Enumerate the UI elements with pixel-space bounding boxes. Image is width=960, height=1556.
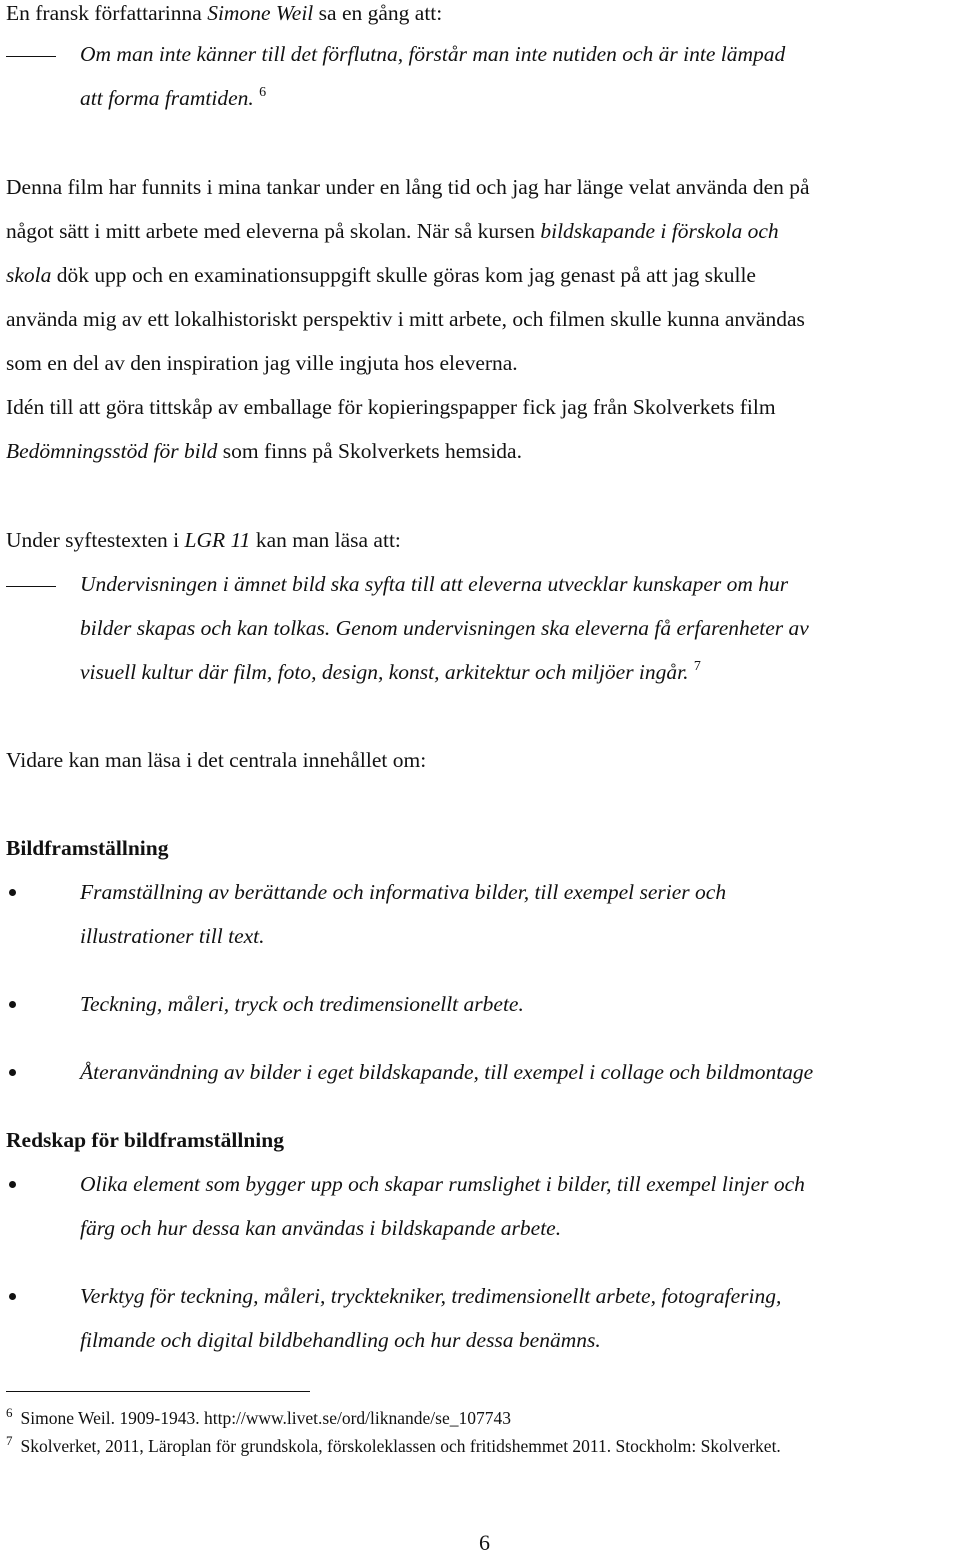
footnote-6: $^6$ Simone Weil. 1909-1943. http://www.livet.se/ord/liknande/se_107743 xyxy=(6,1405,511,1428)
section-heading-redskap: Redskap för bildframställning xyxy=(6,1128,284,1152)
section1-item2: Teckning, måleri, tryck och tredimensionellt arbete. xyxy=(80,992,524,1016)
para1-line7: Bedömningsstöd för bild som finns på Skolverkets hemsida. xyxy=(6,439,522,463)
quote-dash xyxy=(6,586,56,587)
para1-line3: skola dök upp och en examinationsuppgift skulle göras kom jag genast på att jag skulle xyxy=(6,263,756,287)
intro-text-end: sa en gång att: xyxy=(313,1,443,25)
bullet-icon xyxy=(9,1181,16,1188)
author-name: Simone Weil xyxy=(207,1,314,25)
film-title: Bedömningsstöd för bild xyxy=(6,439,218,463)
para1-line1: Denna film har funnits i mina tankar under en lång tid och jag har länge velat använda den på xyxy=(6,175,810,199)
bullet-icon xyxy=(9,1293,16,1300)
course-name: bildskapande i förskola och xyxy=(540,219,779,243)
para2-line: Under syftestexten i LGR 11 kan man läsa att: xyxy=(6,528,401,552)
bullet-icon xyxy=(9,1069,16,1076)
footnote-separator xyxy=(6,1391,310,1392)
quote1-line2: att forma framtiden. $^6$ xyxy=(80,85,267,110)
course-name-end: skola xyxy=(6,263,52,287)
bullet-icon xyxy=(9,1001,16,1008)
footnote-7: $^7$ Skolverket, 2011, Läroplan för grundskola, förskoleklassen och fritidshemmet 2011. Stockholm: Skolverket. xyxy=(6,1433,781,1456)
bullet-icon xyxy=(9,889,16,896)
page-number: 6 xyxy=(479,1530,490,1555)
footnote-ref-7[interactable]: 7 xyxy=(693,659,701,674)
quote-dash xyxy=(6,56,56,57)
section1-item1-line2: illustrationer till text. xyxy=(80,924,265,948)
para1-line5: som en del av den inspiration jag ville ingjuta hos eleverna. xyxy=(6,351,518,375)
lgr-title: LGR 11 xyxy=(184,528,251,552)
section2-item2-line2: filmande och digital bildbehandling och hur dessa benämns. xyxy=(80,1328,601,1352)
quote2-line3: visuell kultur där film, foto, design, konst, arkitektur och miljöer ingår. $^7$ xyxy=(80,659,701,684)
section2-item1-line1: Olika element som bygger upp och skapar rumslighet i bilder, till exempel linjer och xyxy=(80,1172,805,1196)
para1-line6: Idén till att göra tittskåp av emballage för kopieringspapper fick jag från Skolverkets film xyxy=(6,395,776,419)
footnote-ref-6[interactable]: 6 xyxy=(259,85,267,100)
section1-item1-line1: Framställning av berättande och informativa bilder, till exempel serier och xyxy=(80,880,727,904)
intro-text: En fransk författarinna xyxy=(6,1,208,25)
intro-line xyxy=(6,3,442,25)
para3-line: Vidare kan man läsa i det centrala innehållet om: xyxy=(6,748,427,772)
quote2-line2: bilder skapas och kan tolkas. Genom undervisningen ska eleverna få erfarenheter av xyxy=(80,616,809,640)
section1-item3: Återanvändning av bilder i eget bildskapande, till exempel i collage och bildmontage xyxy=(80,1060,814,1084)
quote2-line1: Undervisningen i ämnet bild ska syfta till att eleverna utvecklar kunskaper om hur xyxy=(80,572,789,596)
para1-line2: något sätt i mitt arbete med eleverna på skolan. När så kursen bildskapande i förskola och xyxy=(6,219,779,243)
section-heading-bildframstallning: Bildframställning xyxy=(6,836,169,860)
section2-item1-line2: färg och hur dessa kan användas i bildskapande arbete. xyxy=(80,1216,562,1240)
section2-item2-line1: Verktyg för teckning, måleri, trycktekniker, tredimensionellt arbete, fotografering, xyxy=(80,1284,782,1308)
para1-line4: använda mig av ett lokalhistoriskt perspektiv i mitt arbete, och filmen skulle kunna användas xyxy=(6,307,805,331)
quote1-line1: Om man inte känner till det förflutna, förstår man inte nutiden och är inte lämpad xyxy=(80,42,786,66)
